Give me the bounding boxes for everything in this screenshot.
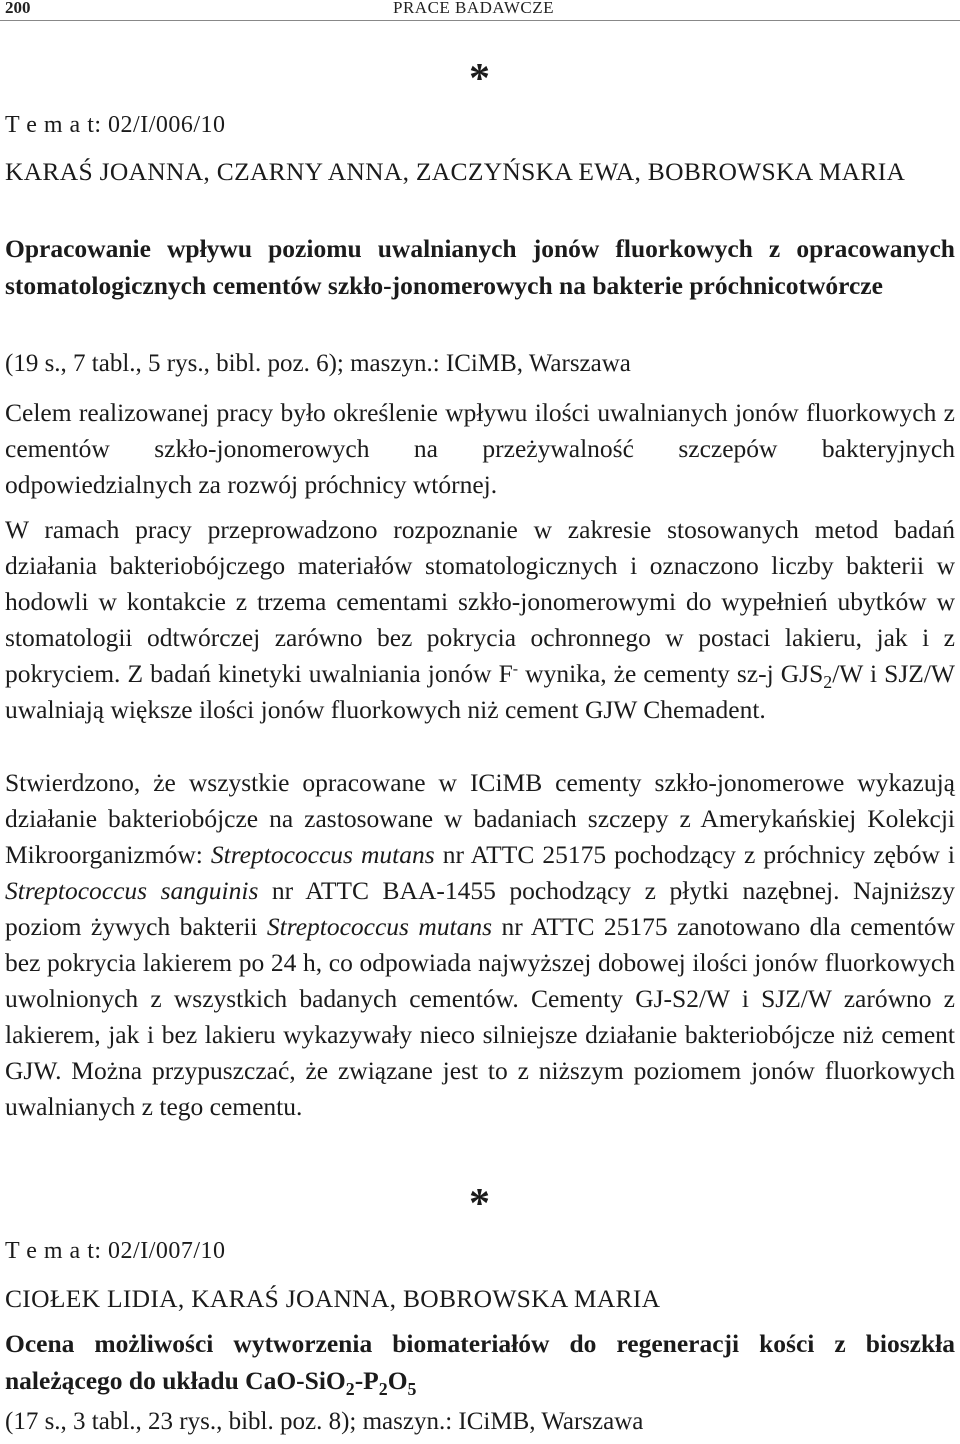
p2-text-b: wynika, że cementy sz-j GJS [518, 659, 824, 688]
section-separator: * [469, 56, 490, 102]
entry-1-authors: KARAŚ JOANNA, CZARNY ANNA, ZACZYŃSKA EWA, BOBROWSKA MARIA [5, 157, 906, 186]
entry-2-authors: CIOŁEK LIDIA, KARAŚ JOANNA, BOBROWSKA MARIA [5, 1284, 661, 1313]
section-separator: * [469, 1181, 490, 1227]
subscript: 5 [407, 1379, 417, 1400]
p3-text-a: Stwierdzono, że wszystkie opracowane w ICiMB cementy szkło-jonomerowe wykazują działanie bakteriobójcze na zastosowane w badaniach szczepy z Amerykańskiej Kolekcji Mikroorganizmów: [5, 768, 955, 869]
entry-1-biblio: (19 s., 7 tabl., 5 rys., bibl. poz. 6); maszyn.: ICiMB, Warszawa [5, 350, 631, 377]
subscript: 2 [345, 1379, 355, 1400]
p2-text-a: W ramach pracy przeprowadzono rozpoznanie w zakresie stosowanych metod badań działania bakteriobójczego materiałów stomatologicznych i oznaczono liczby bakterii w hodowli w kontakcie z trzema cementami szkło-jonomerowymi do wypełnień ubytków w stomatologii odtwórczej zarówno bez pokrycia ochronnego w postaci lakieru, jak i z pokryciem. Z badań kinetyki uwalniania jonów F [5, 515, 955, 688]
entry-2-tema: T e m a t: 02/I/007/10 [5, 1238, 226, 1264]
p2-subscript: 2 [823, 672, 833, 693]
fluoride-charge: - [512, 660, 519, 678]
entry-1-paragraph-3 [5, 765, 955, 1125]
p3-text-c: nr ATTC BAA-1455 pochodzący z płytki nazębnej. Najniższy poziom żywych bakterii [5, 876, 955, 941]
entry-2-title [5, 1325, 955, 1399]
entry-1-title: Opracowanie wpływu poziomu uwalnianych jonów fluorkowych z opracowanych stomatologicznych cementów szkło-jonomerowych na bakterie próchnicotwórcze [5, 234, 955, 300]
entry-1-tema: T e m a t: 02/I/006/10 [5, 112, 226, 138]
entry-2-biblio: (17 s., 3 tabl., 23 rys., bibl. poz. 8); maszyn.: ICiMB, Warszawa [5, 1408, 644, 1435]
species-name: Streptococcus mutans [210, 840, 435, 869]
page-number: 200 [5, 0, 31, 17]
title-text-c: O [387, 1366, 408, 1395]
p3-text-b: nr ATTC 25175 pochodzący z próchnicy zębów i [434, 840, 955, 869]
species-name: Streptococcus sanguinis [5, 876, 259, 905]
species-name: Streptococcus mutans [266, 912, 493, 941]
p2-text-c: /W i SJZ/W uwalniają większe ilości jonów fluorkowych niż cement GJW Chemadent. [5, 659, 956, 724]
running-head: PRACE BADAWCZE [393, 0, 555, 17]
p3-text-d: nr ATTC 25175 zanotowano dla cementów bez pokrycia lakierem po 24 h, co odpowiada najwyższej dobowej ilości jonów fluorkowych uwolnionych z wszystkich badanych cementów. Cementy GJ-S2/W i SJZ/W zarówno z lakierem, jak i bez lakieru wykazywały nieco silniejsze działanie bakteriobójcze niż cement GJW. Można przypuszczać, że związane jest to z niższym poziomem jonów fluorkowych uwalnianych z tego cementu. [5, 912, 955, 1121]
title-text-b: -P [354, 1366, 379, 1395]
entry-1-paragraph-1: Celem realizowanej pracy było określenie wpływu ilości uwalnianych jonów fluorkowych z cementów szkło-jonomerowych na przeżywalność szczepów bakteryjnych odpowiedzialnych za rozwój próchnicy wtórnej. [5, 398, 955, 499]
subscript: 2 [378, 1379, 388, 1400]
page-header [0, 0, 960, 21]
title-text-a: Ocena możliwości wytworzenia biomateriałów do regeneracji kości z bioszkła należącego do układu CaO-SiO [5, 1329, 955, 1395]
entry-1-paragraph-2 [5, 512, 955, 728]
